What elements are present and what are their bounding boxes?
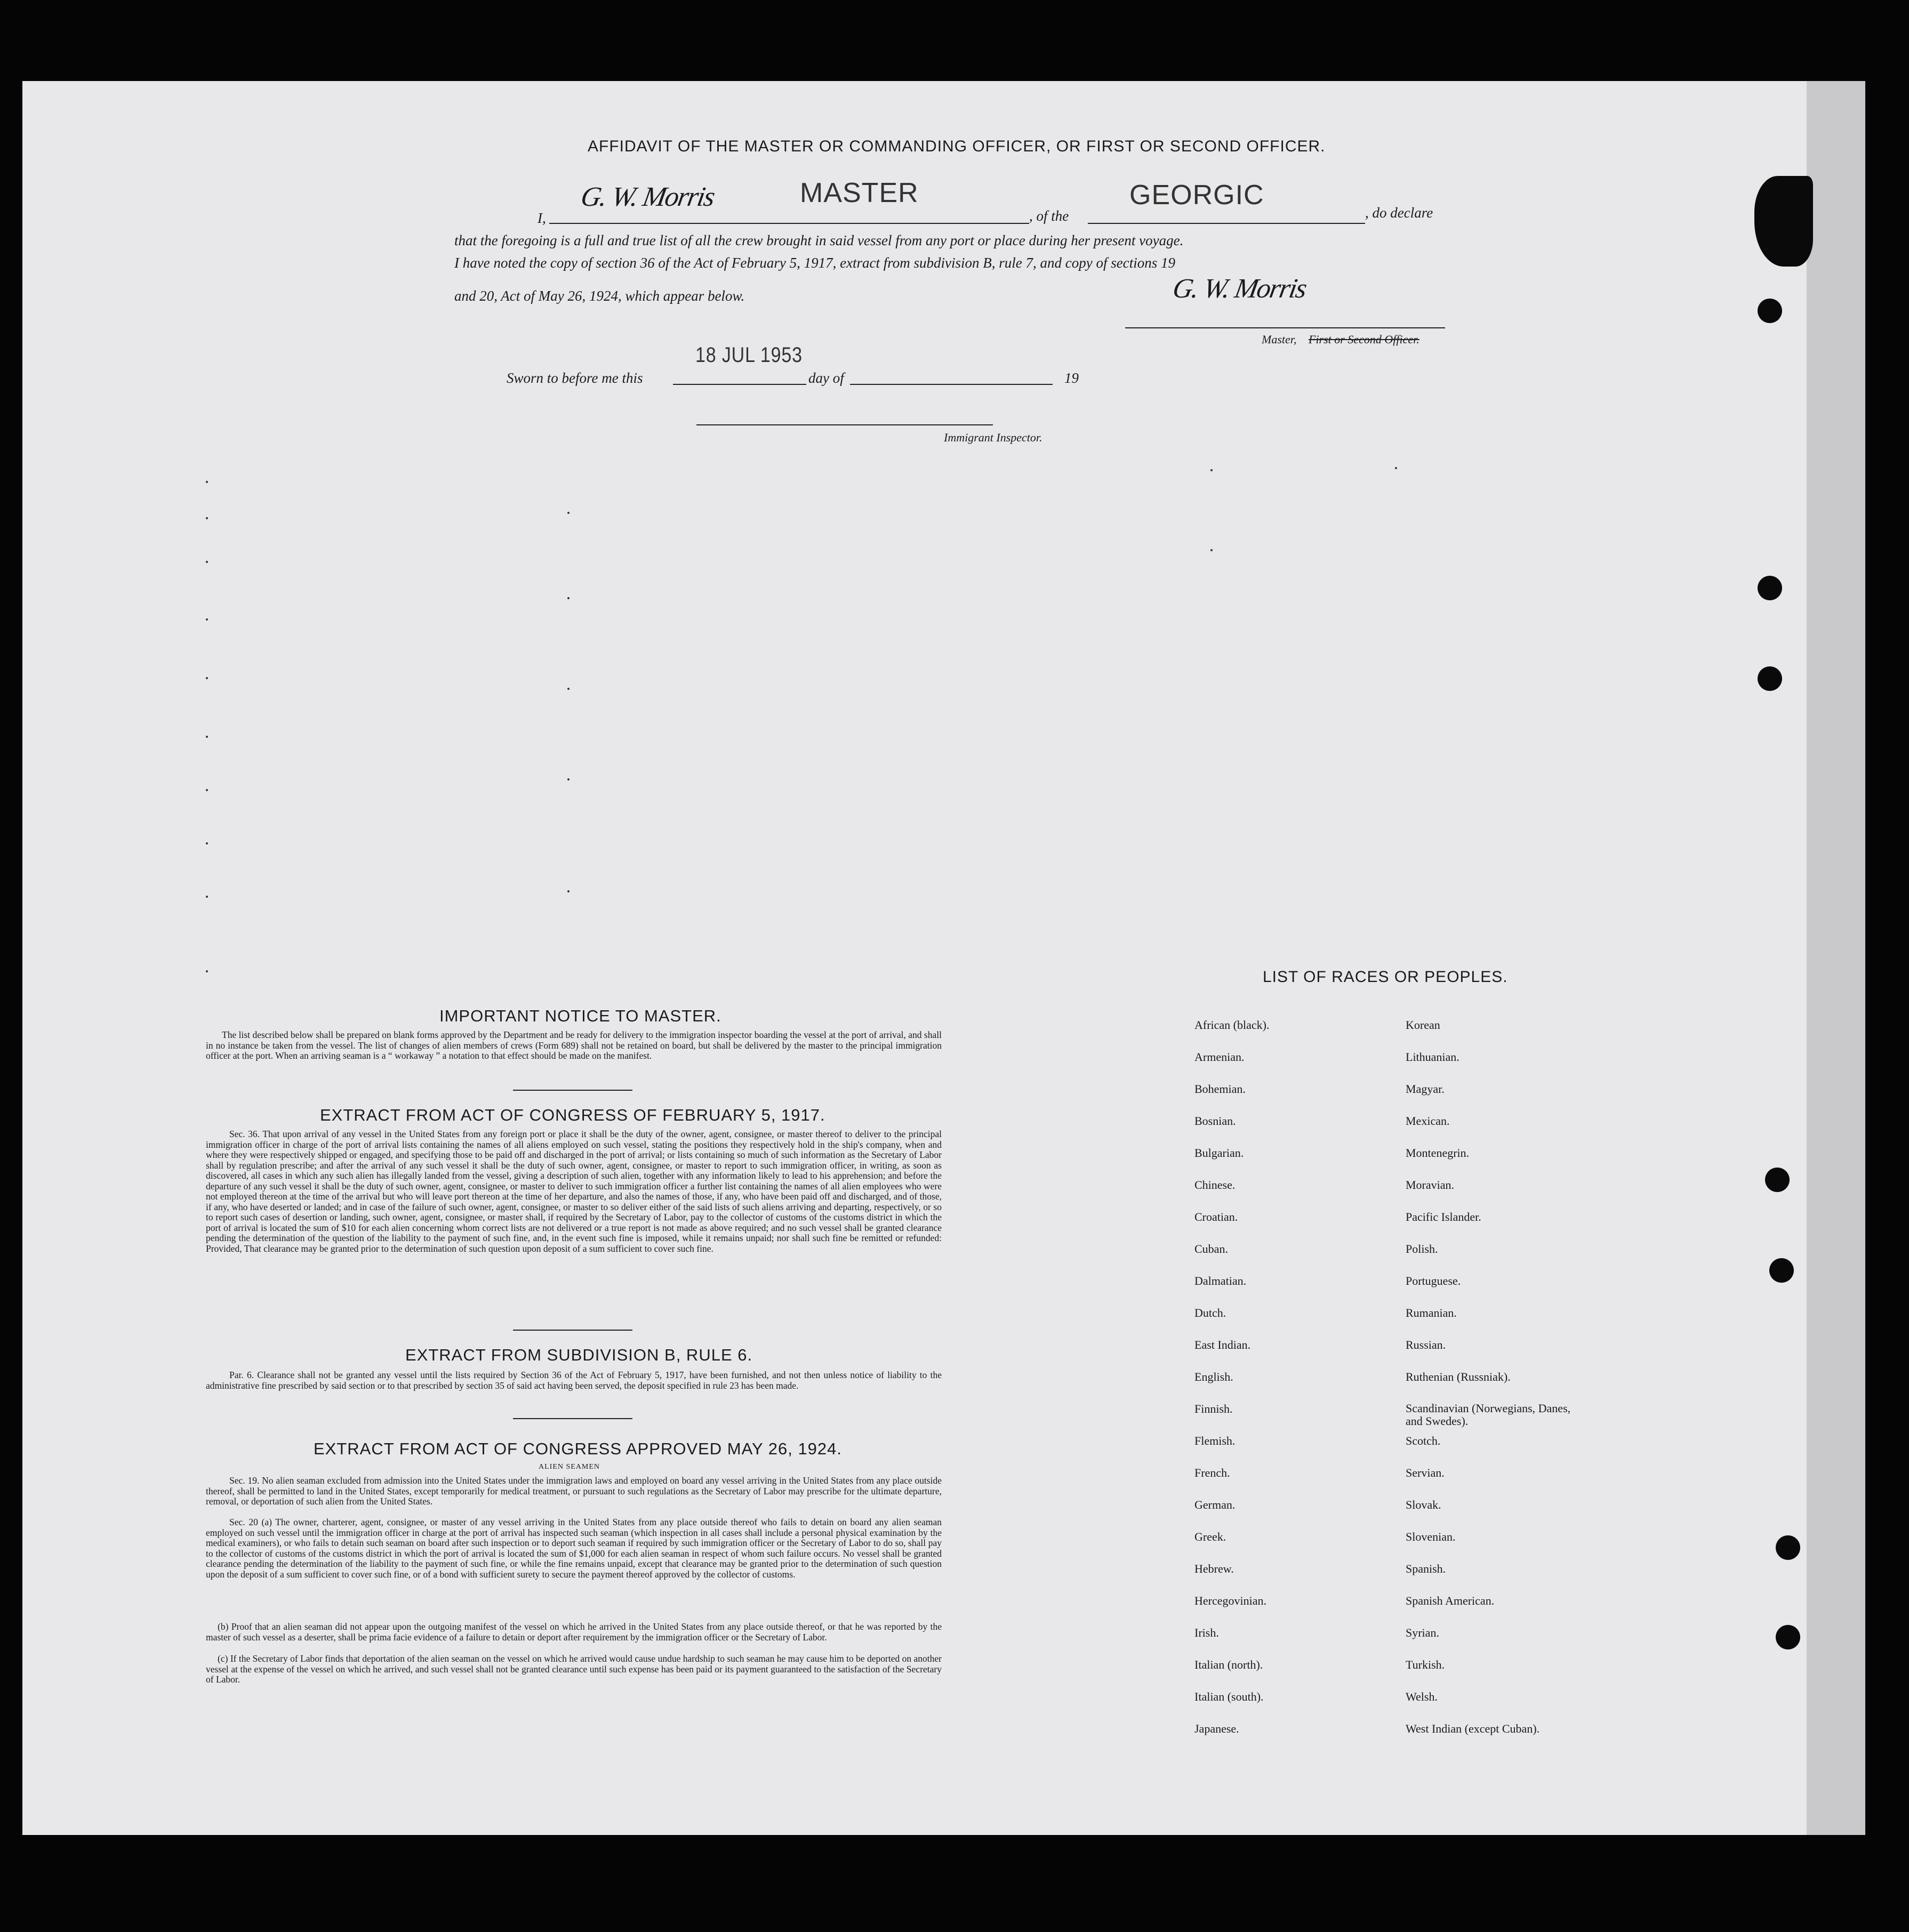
race-item: Scandinavian (Norwegians, Danes, and Swedes). [1406, 1402, 1571, 1428]
race-item: Servian. [1406, 1466, 1445, 1479]
race-item: Ruthenian (Russniak). [1406, 1370, 1511, 1383]
race-item: Lithuanian. [1406, 1050, 1459, 1064]
race-item: Slovak. [1406, 1498, 1441, 1511]
affidavit-title: AFFIDAVIT OF THE MASTER OR COMMANDING OFFICER, OR FIRST OR SECOND OFFICER. [588, 138, 1326, 155]
race-item: Flemish. [1194, 1434, 1236, 1447]
faint-mark [567, 597, 570, 599]
sworn-day-line [673, 384, 806, 385]
torn-corner [1754, 176, 1813, 267]
master-label: Master, [1262, 333, 1297, 346]
rank-stamp: MASTER [800, 178, 919, 208]
punch-hole [1769, 1258, 1794, 1283]
faint-mark [206, 481, 208, 483]
race-item: Italian (south). [1194, 1690, 1264, 1703]
sworn-label: Sworn to before me this [507, 370, 643, 386]
divider [513, 1090, 632, 1091]
extract-1917-title: EXTRACT FROM ACT OF CONGRESS OF FEBRUARY 5, 1917. [320, 1106, 825, 1124]
punch-hole [1776, 1535, 1800, 1560]
race-item: Russian. [1406, 1338, 1446, 1351]
faint-mark [1395, 467, 1397, 469]
extract-1924-title: EXTRACT FROM ACT OF CONGRESS APPROVED MAY 26, 1924. [314, 1439, 843, 1458]
race-item: Slovenian. [1406, 1530, 1456, 1543]
race-item: Greek. [1194, 1530, 1226, 1543]
sec-20a-text: Sec. 20 (a) The owner, charterer, agent, consignee, or master of any vessel arriving in the United States from any place outside thereof who fails to detain on board any alien seaman employed on such vessel until the immigration officer in charge at the port of arrival has inspected such seaman (which inspection in all cases shall include a personal physical examination by the medical examiners), or who fails to detain such seaman on board after such inspection or to deport such seaman if required by such immigration officer or the Secretary of Labor to do so, shall pay to the collector of customs of the customs district in which the port of arrival is located the sum of $1,000 for each alien seaman in respect of whom such failure occurs. No vessel shall be granted clearance pending the determination of the liability to the payment of such fine, or while the fine remains unpaid, except that clearance may be granted prior to the determination of such question upon the deposit of a sum sufficient to cover such fine, or of a bond with sufficient surety to secure the payment thereof approved by the collector of customs. [206, 1517, 942, 1580]
race-item: East Indian. [1194, 1338, 1251, 1351]
race-item: Italian (north). [1194, 1658, 1263, 1671]
faint-mark [567, 778, 570, 780]
faint-mark [567, 512, 570, 514]
declaration-line-1: that the foregoing is a full and true list of all the crew brought in said vessel from any port or place during her present voyage. [454, 232, 1184, 248]
declaration-line-2: I have noted the copy of section 36 of the Act of February 5, 1917, extract from subdivision B, rule 7, and copy of sections 19 [454, 255, 1175, 271]
do-declare-label: , do declare [1365, 205, 1433, 221]
declaration-line-3: and 20, Act of May 26, 1924, which appear below. [454, 288, 745, 304]
race-item: English. [1194, 1370, 1233, 1383]
divider [513, 1418, 632, 1419]
race-item: Moravian. [1406, 1178, 1455, 1192]
faint-mark [206, 736, 208, 738]
faint-mark [206, 789, 208, 791]
races-title: LIST OF RACES OR PEOPLES. [1263, 968, 1508, 986]
alien-seamen-subtitle: ALIEN SEAMEN [539, 1463, 600, 1471]
faint-mark [567, 890, 570, 892]
inspector-label: Immigrant Inspector. [944, 431, 1042, 444]
faint-mark [1210, 469, 1213, 471]
sec-20b-text: (b) Proof that an alien seaman did not appear upon the outgoing manifest of the vessel on which he arrived in the United States from any place outside thereof, or that he was reported by the master of such vessel as a deserter, shall be prima facie evidence of a failure to detain or deport after requirement by the immigration officer or the Secretary of Labor. [206, 1621, 942, 1643]
race-item: Armenian. [1194, 1050, 1245, 1064]
faint-mark [567, 688, 570, 690]
race-item: Dalmatian. [1194, 1274, 1247, 1287]
race-item: French. [1194, 1466, 1230, 1479]
vessel-stamp: GEORGIC [1129, 180, 1264, 211]
race-item: Spanish. [1406, 1562, 1446, 1575]
race-item: Dutch. [1194, 1306, 1226, 1319]
faint-mark [206, 517, 208, 519]
punch-hole [1758, 666, 1782, 691]
divider [513, 1330, 632, 1331]
extract-b-title: EXTRACT FROM SUBDIVISION B, RULE 6. [405, 1346, 753, 1364]
day-of-label: day of [808, 370, 844, 386]
notice-text: The list described below shall be prepared on blank forms approved by the Department and be ready for delivery to the immigration inspector boarding the vessel at the port of arrival, and shall in no instance be taken from the vessel. The list of changes of alien members of crews (Form 689) shall not be retained on board, but shall be delivered by the master to the principal immigration officer at the port. When an arriving seaman is a “ workaway ” a notation to that effect should be made on the manifest. [206, 1029, 942, 1061]
race-item: Syrian. [1406, 1626, 1439, 1639]
race-item: Rumanian. [1406, 1306, 1457, 1319]
faint-mark [1210, 549, 1213, 551]
race-item: Chinese. [1194, 1178, 1236, 1192]
race-item: Magyar. [1406, 1082, 1445, 1096]
race-item: Bulgarian. [1194, 1146, 1244, 1160]
race-item: Turkish. [1406, 1658, 1445, 1671]
inspector-line [696, 424, 993, 425]
year-prefix: 19 [1064, 370, 1079, 386]
date-stamp: 18 JUL 1953 [695, 343, 803, 367]
struck-officer-label: First or Second Officer. [1309, 333, 1419, 346]
race-item: Hercegovinian. [1194, 1594, 1266, 1607]
punch-hole [1776, 1625, 1800, 1649]
vessel-line [1088, 223, 1365, 224]
of-the-label: , of the [1029, 208, 1069, 224]
race-item: African (black). [1194, 1018, 1270, 1032]
notice-title: IMPORTANT NOTICE TO MASTER. [439, 1007, 721, 1025]
master-signature: G. W. Morris [578, 182, 717, 212]
faint-mark [206, 561, 208, 563]
race-item: Pacific Islander. [1406, 1210, 1481, 1223]
race-item: Spanish American. [1406, 1594, 1495, 1607]
race-item: Welsh. [1406, 1690, 1438, 1703]
race-item: Hebrew. [1194, 1562, 1234, 1575]
race-item: West Indian (except Cuban). [1406, 1722, 1540, 1735]
race-item: Mexican. [1406, 1114, 1450, 1128]
sec-20c-text: (c) If the Secretary of Labor finds that deportation of the alien seaman on the vessel on which he arrived would cause undue hardship to such seaman he may cause him to be deported on another vessel at the expense of the vessel on which he arrived, and such vessel shall not be granted clearance until such expense has been paid or its payment guaranteed to the satisfaction of the Secretary of Labor. [206, 1653, 942, 1685]
punch-hole [1758, 299, 1782, 323]
punch-hole [1765, 1168, 1790, 1192]
race-item: German. [1194, 1498, 1236, 1511]
race-item: Finnish. [1194, 1402, 1233, 1415]
faint-mark [206, 970, 208, 972]
race-item: Portuguese. [1406, 1274, 1461, 1287]
punch-hole [1758, 576, 1782, 600]
race-item: Montenegrin. [1406, 1146, 1470, 1160]
race-item: Polish. [1406, 1242, 1438, 1255]
faint-mark [206, 677, 208, 679]
extract-1917-text: Sec. 36. That upon arrival of any vessel in the United States from any foreign port or place it shall be the duty of the owner, agent, consignee, or master thereof to deliver to the principal immigration officer in charge of the port of arrival lists containing the names of all aliens employed on such vessel, stating the positions they respectively hold in the ship's company, when and where they were respectively shipped or engaged, and specifying those to be paid off and discharged in the port of arrival; or lists containing so much of such information as the Secretary of Labor shall by regulation prescribe; and after the arrival of any such vessel it shall be the duty of such owner, agent, consignee, or master to report to such immigration officer, in writing, as soon as discovered, all cases in which any such alien has illegally landed from the vessel, giving a description of such alien, together with any information likely to lead to his apprehension; and before the departure of any such vessel it shall be the duty of such owner, agent, consignee, or master to deliver to such immigration officer a further list containing the names of all alien employees who were not employed thereon at the time of the arrival but who will leave port thereon at the time of her departure, and also the names of those, if any, who have been paid off and discharged, and of those, if any, who have deserted or landed; and in case of the failure of such owner, agent, consignee, or master to so deliver either of the said lists of such aliens arriving and departing, respectively, or so to report such cases of desertion or landing, such owner, agent, consignee, or master shall, if required by the Secretary of Labor, pay to the collector of customs of the customs district in which the port of arrival is located the sum of $10 for each alien concerning whom correct lists are not delivered or a true report is not made as above required; and no such vessel shall be granted clearance pending the determination of the question of the liability to the payment of such fine, and, in the event such fine is imposed, while it remains unpaid; nor shall such fine be remitted or refunded: Provided, That clearance may be granted prior to the determination of such question upon deposit of a sum sufficient to cover such fine. [206, 1129, 942, 1254]
race-item: Japanese. [1194, 1722, 1239, 1735]
faint-mark [206, 896, 208, 898]
i-label: I, [538, 210, 546, 226]
race-item: Korean [1406, 1018, 1440, 1032]
bleed-through-edge [1807, 81, 1865, 1835]
race-item: Bohemian. [1194, 1082, 1246, 1096]
race-item: Scotch. [1406, 1434, 1441, 1447]
master-signature-2: G. W. Morris [1170, 273, 1309, 304]
signature-line [1125, 327, 1445, 328]
race-item: Bosnian. [1194, 1114, 1236, 1128]
race-item: Croatian. [1194, 1210, 1238, 1223]
faint-mark [206, 842, 208, 844]
race-item: Cuban. [1194, 1242, 1228, 1255]
sec-19-text: Sec. 19. No alien seaman excluded from admission into the United States under the immigration laws and employed on board any vessel arriving in the United States from any place outside thereof, shall be permitted to land in the United States, except temporarily for medical treatment, or pursuant to such regulations as the Secretary of Labor may prescribe for the ultimate departure, removal, or deportation of such alien from the United States. [206, 1475, 942, 1507]
sworn-month-line [850, 384, 1053, 385]
race-item: Irish. [1194, 1626, 1219, 1639]
extract-b-text: Par. 6. Clearance shall not be granted any vessel until the lists required by Section 36 of the Act of February 5, 1917, have been furnished, and not then unless notice of liability to the administrative fine prescribed by said section or to that prescribed by section 35 of said act having been served, the deposit specified in rule 23 has been made. [206, 1370, 942, 1391]
faint-mark [206, 618, 208, 621]
name-line [549, 223, 1029, 224]
